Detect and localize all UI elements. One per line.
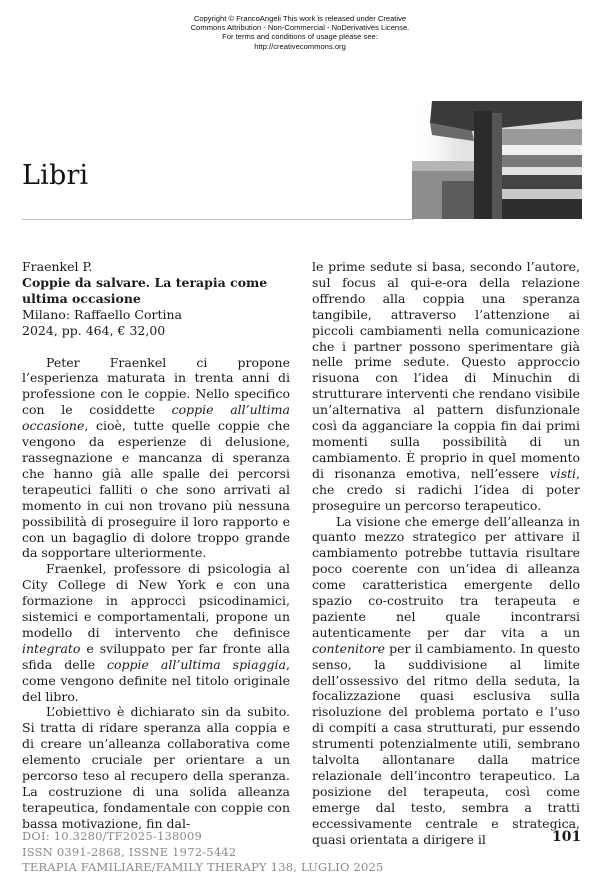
paragraph: L’obiettivo è dichiarato sin da subito. Si tratta di ridare speranza alla coppia e di creare un’alleanza collaborativa come elemento cruciale per orientare a un percorso teso al recupero della speranza. La costruzione di una solida alleanza terapeutica, fondamentale con coppie con bassa motivazione, fin dal- [22, 704, 290, 831]
copyright-notice [140, 14, 460, 51]
book-details: 2024, pp. 464, € 32,00 [22, 322, 166, 338]
issn: ISSN 0391-2868, ISSNE 1972-5442 [22, 844, 237, 859]
book-author: Fraenkel P. [22, 259, 93, 274]
page-number: 101 [552, 829, 582, 845]
section-title: Libri [22, 160, 89, 191]
books-photo [412, 101, 582, 219]
book-reference [22, 259, 290, 339]
copyright-line: Copyright © FrancoAngeli This work is released under Creative [193, 14, 407, 23]
journal-info: TERAPIA FAMILIARE/FAMILY THERAPY 138, LUGLIO 2025 [22, 860, 384, 874]
book-publisher: Milano: Raffaello Cortina [22, 306, 182, 322]
left-column [22, 259, 290, 832]
paragraph: La visione che emerge dell’alleanza in quanto mezzo strategico per attivare il cambiamento potrebbe tuttavia risultare poco coerente con un’idea di alleanza come caratteristica emergente dello spazio co-costruito tra terapeuta e paziente nel quale incontrarsi autenticamente per dar vita a un contenitore per il cambiamento. In questo senso, la suddivisione al limite dell’ossessivo del ritmo della seduta, la focalizzazione quasi esclusiva sulla risoluzione del problema portato e l’uso di compiti a casa strutturati, pur essendo strumenti potenzialmente utili, sembrano talvolta allontanare dalla matrice relazionale dell’incontro terapeutico. La posizione del terapeuta, così come emerge dal testo, sembra a tratti eccessivamente centrale e strategica, quasi orientata a dirigere il [312, 513, 580, 847]
section-divider [22, 219, 414, 220]
paragraph: Peter Fraenkel ci propone l’esperienza maturata in trenta anni di professione con le coppie. Nello specifico con le cosiddette coppie all’ultima occasione, cioè, tutte quelle coppie che vengono da esperienze di delusione, rassegnazione e mancanza di speranza che hanno già alle spalle dei percorsi terapeutici falliti o che sono arrivati al momento in cui non trovano più nessuna possibilità di proseguire il loro rapporto e con un bagaglio di dolore troppo grande da sopportare ulteriormente. [22, 354, 290, 561]
copyright-line: Commons Attribution - Non-Commercial - NoDerivatives License. [190, 23, 410, 33]
copyright-line: For terms and conditions of usage please see: [222, 32, 378, 42]
right-column [312, 259, 580, 848]
doi[interactable]: DOI: 10.3280/TF2025-138009 [22, 829, 203, 843]
footer [22, 829, 384, 876]
book-title: Coppie da salvare. La terapia come ultima occasione [22, 274, 268, 306]
copyright-link[interactable]: http://creativecommons.org [254, 41, 346, 51]
paragraph: le prime sedute si basa, secondo l’autore, sul focus al qui-e-ora della relazione offrendo alla coppia una speranza tangibile, attraverso l’attenzione ai piccoli cambiamenti nella comunicazione che i partner possono sperimentare già nelle prime sedute. Questo approccio risuona con l’idea di Minuchin di strutturare interventi che rendano visibile un’alternativa al pattern disfunzionale così da agganciare la coppia fin dai primi momenti sulla possibilità di un cambiamento. È proprio in quel momento di risonanza emotiva, nell’essere visti, che credo si radichi l’idea di poter proseguire un percorso terapeutico. [312, 259, 580, 513]
paragraph: Fraenkel, professore di psicologia al City College di New York e con una formazione in approcci psicodinamici, sistemici e comportamentali, propone un modello di intervento che definisce integrato e sviluppato per far fronte alla sfida delle coppie all’ultima spiaggia, come vengono definite nel titolo originale del libro. [22, 561, 290, 704]
